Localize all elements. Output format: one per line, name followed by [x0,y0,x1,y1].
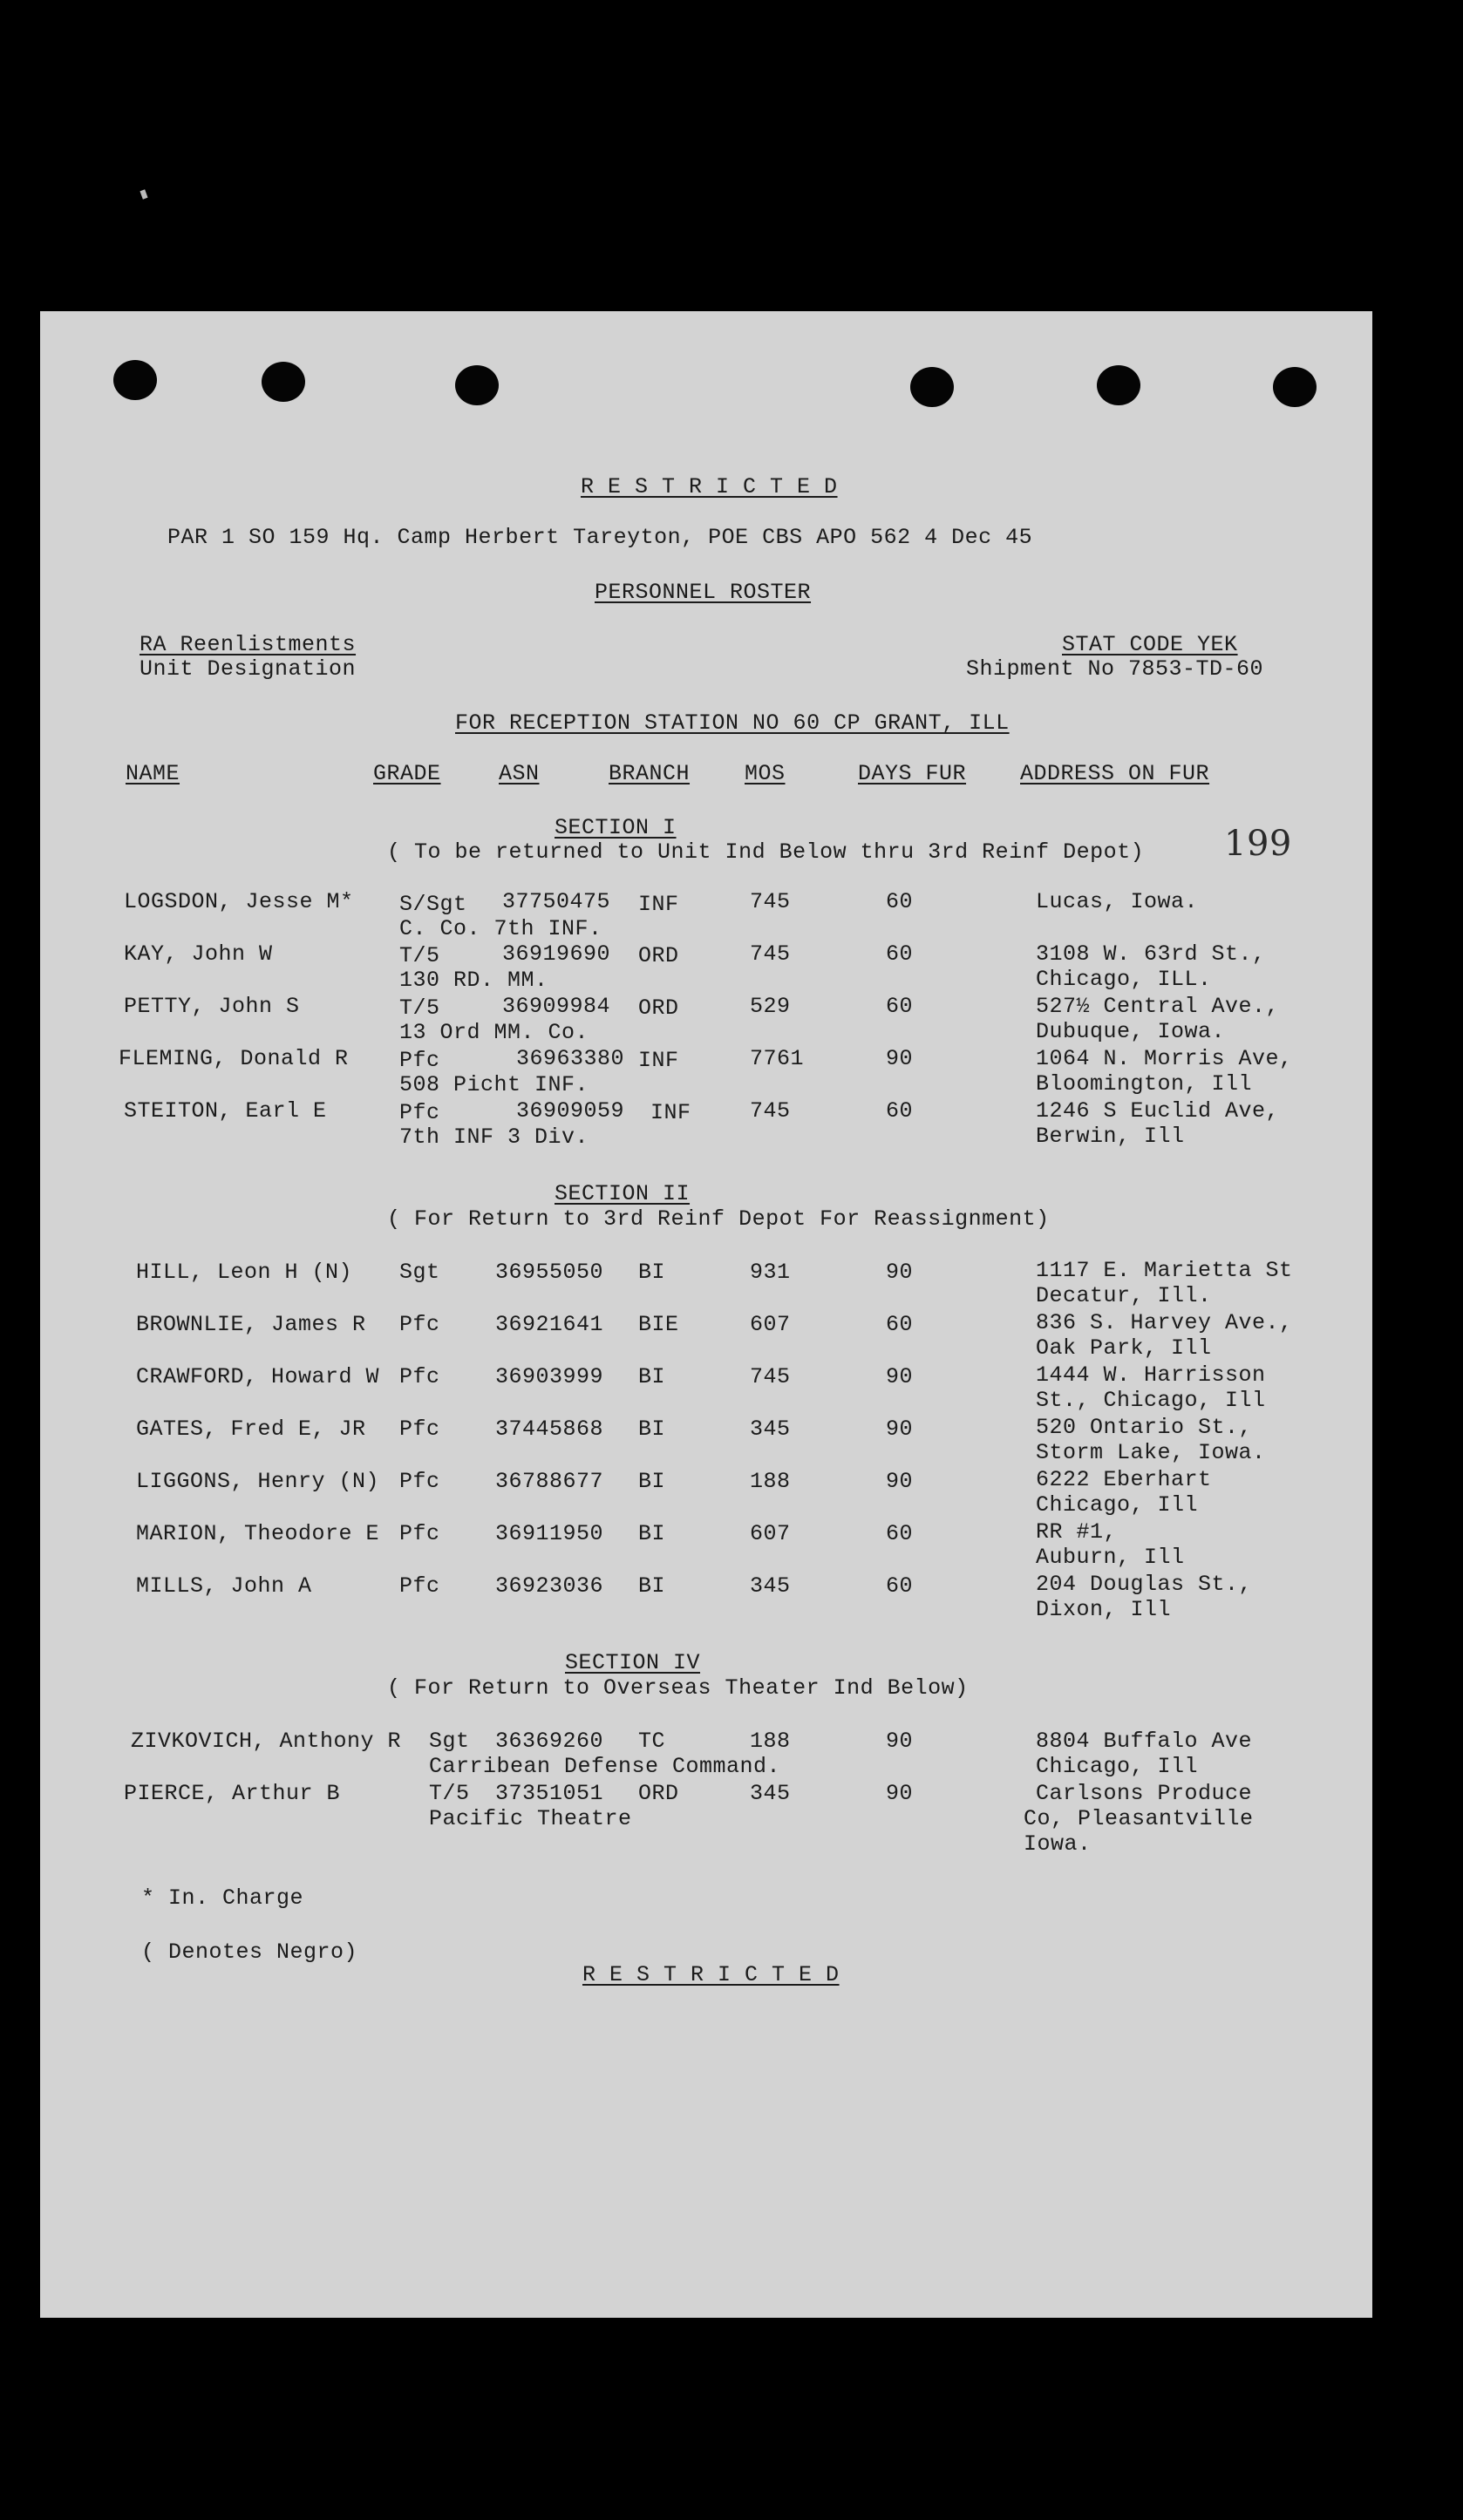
address-line: RR #1, [1036,1519,1118,1545]
address-line: Berwin, Ill [1036,1124,1185,1149]
page-number: 199 [1224,824,1292,864]
col-grade: GRADE [373,761,441,786]
branch: TC [638,1729,666,1754]
col-mos: MOS [745,761,786,786]
grade: Pfc [399,1416,440,1442]
days-fur: 60 [886,1573,914,1599]
punch-hole [455,365,499,405]
days-fur: 90 [886,1260,914,1285]
branch: INF [638,1048,679,1073]
mos: 7761 [750,1046,805,1071]
section-subtitle: ( To be returned to Unit Ind Below thru 3rd Reinf Depot) [387,839,1145,865]
address-line: Iowa. [1024,1831,1092,1857]
branch: BI [638,1573,666,1599]
soldier-name: BROWNLIE, James R [136,1312,366,1337]
address-line: Auburn, Ill [1036,1545,1185,1570]
mos: 607 [750,1521,791,1546]
unit-designation-label: Unit Designation [139,656,357,682]
soldier-name: LIGGONS, Henry (N) [136,1469,380,1494]
grade: Pfc [399,1573,440,1599]
days-fur: 90 [886,1416,914,1442]
asn: 37351051 [495,1781,604,1806]
branch: BI [638,1521,666,1546]
address-line: Chicago, Ill [1036,1754,1199,1779]
address-line: Co, Pleasantville [1024,1806,1254,1831]
soldier-name: STEITON, Earl E [124,1098,327,1124]
soldier-name: LOGSDON, Jesse M* [124,889,354,914]
col-asn: ASN [499,761,540,786]
mos: 188 [750,1729,791,1754]
grade: Pfc [399,1364,440,1389]
mos: 745 [750,1098,791,1124]
grade: T/5 [399,943,440,968]
days-fur: 90 [886,1729,914,1754]
section-subtitle: ( For Return to Overseas Theater Ind Below) [387,1675,969,1701]
film-speck [139,189,147,199]
mos: 931 [750,1260,791,1285]
grade: Pfc [399,1100,440,1125]
punch-hole [1273,367,1317,407]
col-name: NAME [126,761,180,786]
soldier-name: HILL, Leon H (N) [136,1260,353,1285]
address-line: Bloomington, Ill [1036,1071,1253,1097]
classification-footer: R E S T R I C T E D [582,1962,840,1987]
branch: BI [638,1260,666,1285]
days-fur: 90 [886,1364,914,1389]
grade: Pfc [399,1312,440,1337]
asn: 36369260 [495,1729,604,1754]
soldier-name: CRAWFORD, Howard W [136,1364,380,1389]
soldier-name: PIERCE, Arthur B [124,1781,341,1806]
soldier-name: FLEMING, Donald R [119,1046,349,1071]
stat-code: STAT CODE YEK [1062,632,1238,657]
days-fur: 60 [886,994,914,1019]
asn: 36923036 [495,1573,604,1599]
asn: 36911950 [495,1521,604,1546]
days-fur: 60 [886,889,914,914]
asn: 37750475 [502,889,611,914]
document-page [40,311,1372,2318]
unit: 508 Picht INF. [399,1072,589,1097]
asn: 36921641 [495,1312,604,1337]
days-fur: 60 [886,1521,914,1546]
punch-hole [910,367,954,407]
address-line: 1117 E. Marietta St [1036,1258,1293,1283]
mos: 188 [750,1469,791,1494]
mos: 745 [750,1364,791,1389]
branch: BI [638,1364,666,1389]
unit: 130 RD. MM. [399,968,548,993]
shipment-number: Shipment No 7853-TD-60 [966,656,1264,682]
address-line: Oak Park, Ill [1036,1335,1212,1361]
grade: T/5 [429,1781,470,1806]
grade: T/5 [399,995,440,1021]
address-line: 836 S. Harvey Ave., [1036,1310,1293,1335]
asn: 36919690 [502,941,611,967]
mos: 345 [750,1416,791,1442]
mos: 345 [750,1573,791,1599]
days-fur: 60 [886,1098,914,1124]
branch: INF [650,1100,691,1125]
days-fur: 90 [886,1469,914,1494]
mos: 745 [750,889,791,914]
mos: 745 [750,941,791,967]
unit-type: RA Reenlistments [139,632,357,657]
mos: 529 [750,994,791,1019]
soldier-name: PETTY, John S [124,994,300,1019]
address-line: Carlsons Produce [1036,1781,1253,1806]
address-line: Dixon, Ill [1036,1597,1172,1622]
address-line: Chicago, ILL. [1036,967,1212,992]
punch-hole [1097,365,1140,405]
branch: INF [638,892,679,917]
address-line: St., Chicago, Ill [1036,1388,1266,1413]
soldier-name: GATES, Fred E, JR [136,1416,366,1442]
mos: 607 [750,1312,791,1337]
grade: Sgt [429,1729,470,1754]
address-line: Lucas, Iowa. [1036,889,1199,914]
asn: 36909984 [502,994,611,1019]
grade: Pfc [399,1048,440,1073]
unit: Pacific Theatre [429,1806,632,1831]
soldier-name: MARION, Theodore E [136,1521,380,1546]
grade: Sgt [399,1260,440,1285]
section-title: SECTION II [555,1181,691,1206]
asn: 36963380 [516,1046,625,1071]
grade: S/Sgt [399,892,467,917]
branch: BI [638,1469,666,1494]
address-line: 1246 S Euclid Ave, [1036,1098,1280,1124]
col-address: ADDRESS ON FUR [1020,761,1210,786]
asn: 36909059 [516,1098,625,1124]
address-line: 520 Ontario St., [1036,1415,1253,1440]
asn: 37445868 [495,1416,604,1442]
address-line: 204 Douglas St., [1036,1572,1253,1597]
unit: 13 Ord MM. Co. [399,1020,589,1045]
note-denotes: ( Denotes Negro) [141,1939,358,1965]
col-branch: BRANCH [609,761,691,786]
days-fur: 60 [886,941,914,967]
order-line: PAR 1 SO 159 Hq. Camp Herbert Tareyton, POE CBS APO 562 4 Dec 45 [167,525,1033,550]
days-fur: 90 [886,1781,914,1806]
address-line: 527½ Central Ave., [1036,994,1280,1019]
section-subtitle: ( For Return to 3rd Reinf Depot For Reassignment) [387,1206,1050,1232]
punch-hole [262,362,305,402]
unit: C. Co. 7th INF. [399,916,602,941]
address-line: Dubuque, Iowa. [1036,1019,1226,1044]
asn: 36903999 [495,1364,604,1389]
address-line: 6222 Eberhart [1036,1467,1212,1492]
mos: 345 [750,1781,791,1806]
punch-hole [113,360,157,400]
classification-header: R E S T R I C T E D [581,474,838,499]
address-line: 1444 W. Harrisson [1036,1362,1266,1388]
col-days-fur: DAYS FUR [858,761,967,786]
soldier-name: MILLS, John A [136,1573,312,1599]
note-in-charge: * In. Charge [141,1885,304,1911]
soldier-name: ZIVKOVICH, Anthony R [131,1729,402,1754]
destination-line: FOR RECEPTION STATION NO 60 CP GRANT, ILL [455,710,1010,736]
asn: 36788677 [495,1469,604,1494]
address-line: 3108 W. 63rd St., [1036,941,1266,967]
asn: 36955050 [495,1260,604,1285]
branch: ORD [638,995,679,1021]
address-line: 8804 Buffalo Ave [1036,1729,1253,1754]
branch: BIE [638,1312,679,1337]
days-fur: 90 [886,1046,914,1071]
address-line: 1064 N. Morris Ave, [1036,1046,1293,1071]
roster-title: PERSONNEL ROSTER [595,580,812,605]
section-title: SECTION IV [565,1650,701,1675]
branch: ORD [638,943,679,968]
address-line: Chicago, Ill [1036,1492,1199,1518]
branch: BI [638,1416,666,1442]
grade: Pfc [399,1521,440,1546]
address-line: Storm Lake, Iowa. [1036,1440,1266,1465]
unit: Carribean Defense Command. [429,1754,781,1779]
branch: ORD [638,1781,679,1806]
days-fur: 60 [886,1312,914,1337]
address-line: Decatur, Ill. [1036,1283,1212,1308]
soldier-name: KAY, John W [124,941,273,967]
grade: Pfc [399,1469,440,1494]
unit: 7th INF 3 Div. [399,1124,589,1150]
section-title: SECTION I [555,815,677,840]
